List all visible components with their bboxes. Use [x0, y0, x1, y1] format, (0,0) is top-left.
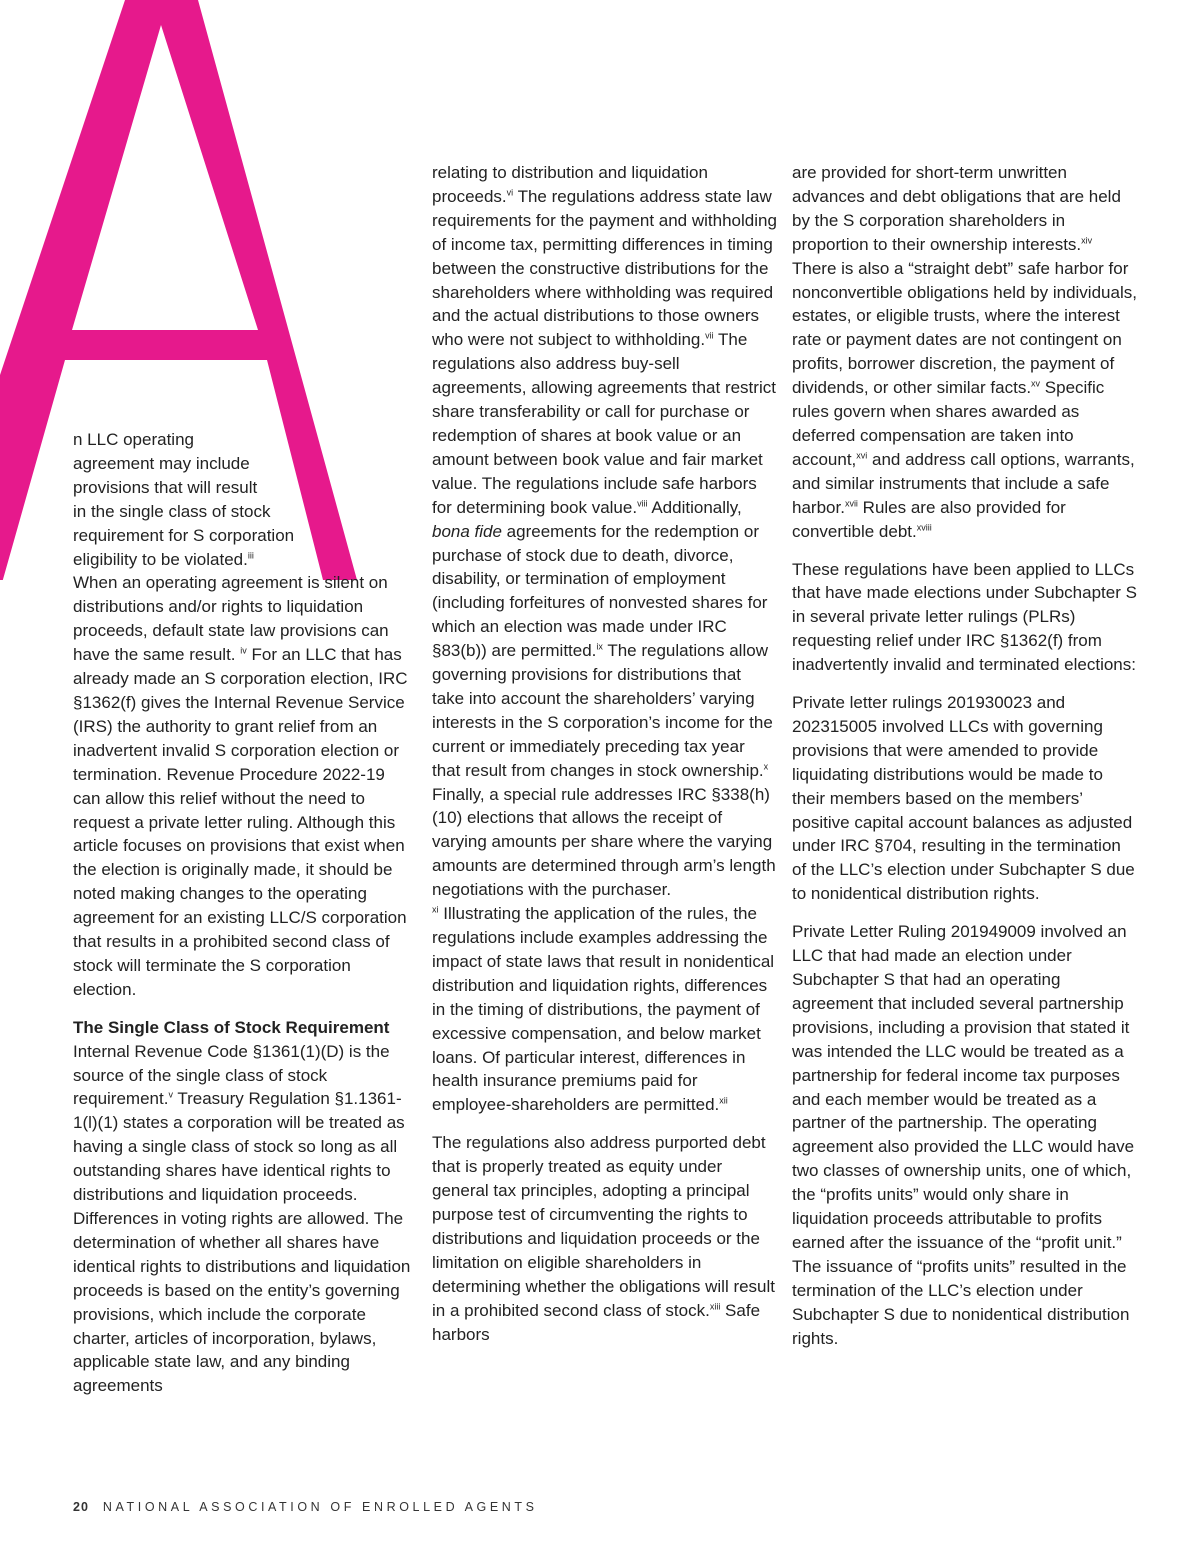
body-text: When an operating agreement is silent on distributions and/or rights to liquidation proceeds, default state law provisions can have the same result.: [73, 573, 389, 665]
intro-line: in the single class of stock: [73, 501, 271, 521]
publication-name: NATIONAL ASSOCIATION OF ENROLLED AGENTS: [102, 1500, 538, 1514]
endnote-ref[interactable]: iii: [247, 549, 254, 560]
endnote-ref[interactable]: xvii: [844, 498, 858, 509]
endnote-ref[interactable]: xv: [1031, 378, 1041, 389]
body-paragraph: [432, 1131, 777, 1346]
body-text: The regulations allow governing provisions for distributions that take into account the shareholders’ varying interests in the S corporation’s income for the current or immediately preceding tax year that result from changes in stock ownership.: [432, 641, 773, 780]
body-text: The regulations address state law requirements for the payment and withholding of income tax, permitting differences in timing between the constructive distributions for the shareholders where withholding was required and the actual distributions to those owners who were not subject to withholding.: [432, 186, 777, 350]
endnote-ref[interactable]: ix: [596, 641, 603, 652]
endnote-ref[interactable]: v: [168, 1089, 173, 1100]
column-3: [792, 161, 1137, 1351]
page-footer: [73, 1500, 538, 1514]
endnote-ref[interactable]: x: [763, 761, 769, 771]
body-text: relating to distribution and liquidation proceeds.: [432, 163, 708, 206]
intro-line: n LLC operating: [73, 430, 194, 449]
page-number: 20: [73, 1500, 89, 1514]
intro-line: provisions that will result: [73, 477, 258, 497]
section-heading: The Single Class of Stock Requirement: [73, 1017, 390, 1037]
body-text: and address call options, warrants, and similar instruments that include a safe harbor.: [792, 449, 1135, 517]
body-paragraph: These regulations have been applied to LLCs that have made elections under Subchapter S in several private letter rulings (PLRs) requesting relief under IRC §1362(f) from inadvertently invalid and terminated elections:: [792, 559, 1137, 675]
intro-paragraph: [73, 428, 413, 1002]
endnote-ref[interactable]: xvi: [856, 450, 868, 461]
body-text: Treasury Regulation §1.1361-1(l)(1) states a corporation will be treated as having a single class of stock so long as all outstanding shares have identical rights to distributions and liquidation proceeds. Differences in voting rights are allowed. The determination of whether all shares have identical rights to distributions and liquidation proceeds is based on the entity’s governing provisions, which include the corporate charter, articles of incorporation, bylaws, applicable state law, and any binding agreements: [73, 1089, 411, 1396]
endnote-ref[interactable]: xiii: [709, 1300, 721, 1311]
body-text: Rules are also provided for convertible debt.: [792, 497, 1066, 541]
body-text: The regulations also address buy-sell agreements, allowing agreements that restrict share transferability or call for purchase or redemption of shares at book value or an amount between book value and fair market value. The regulations include safe harbors for determining book value.: [432, 330, 776, 517]
body-paragraph: Private Letter Ruling 201949009 involved an LLC that had made an election under Subchapter S that had an operating agreement that included several partnership provisions, including a provision that stated it was intended the LLC would be treated as a partnership for federal income tax purposes and each member would be treated as a partner of the partnership. The operating agreement also provided the LLC would have two classes of ownership units, one of which, the “profits units” would only share in liquidation proceeds attributable to profits earned after the issuance of the “profit unit.” The issuance of “profits units” resulted in the termination of the LLC’s election under Subchapter S due to nonidentical distribution rights.: [792, 922, 1135, 1348]
column-1: [73, 428, 413, 1398]
body-text: Safe harbors: [432, 1300, 761, 1344]
body-paragraph: [792, 161, 1137, 544]
intro-line: eligibility to be violated.: [73, 549, 248, 569]
endnote-ref[interactable]: xii: [719, 1095, 728, 1106]
body-text: Specific rules govern when shares awarded as deferred compensation are taken into account,: [792, 378, 1105, 469]
body-paragraph: [73, 1040, 413, 1399]
endnote-ref[interactable]: vii: [705, 330, 714, 341]
emphasis-text: bona fide: [432, 521, 502, 541]
body-text: are provided for short-term unwritten advances and debt obligations that are held by the S corporation shareholders in proportion to their ownership interests.: [792, 163, 1121, 254]
body-text: Additionally,: [647, 497, 742, 517]
intro-line: requirement for S corporation: [73, 525, 295, 545]
body-text: Illustrating the application of the rules, the regulations include examples addressing the impact of state laws that result in nonidentical distribution and liquidation rights, differences in the timing of distributions, the payment of excessive compensation, and below market loans. Of particular interest, differences in health insurance premiums paid for employee-shareholders are permitted.: [432, 904, 775, 1115]
body-text: agreements for the redemption or purchase of stock due to death, divorce, disability, or termination of employment (including forfeitures of nonvested shares for which an election was made under IRC §83(b)) are permitted.: [432, 521, 768, 661]
body-text: Finally, a special rule addresses IRC §338(h)(10) elections that allows the receipt of varying amounts per share where the varying amounts are determined through arm’s length negotiations with the purchaser.: [432, 784, 776, 900]
endnote-ref[interactable]: xi: [432, 904, 439, 915]
endnote-ref[interactable]: vi: [506, 187, 514, 198]
body-text: For an LLC that has already made an S corporation election, IRC §1362(f) gives the Internal Revenue Service (IRS) the authority to grant relief from an inadvertent invalid S corporation election or termination. Revenue Procedure 2022-19 can allow this relief without the need to request a private letter ruling. Although this article focuses on provisions that exist when the election is originally made, it should be noted making changes to the operating agreement for an existing LLC/S corporation that results in a prohibited second class of stock will terminate the S corporation election.: [73, 645, 408, 999]
intro-line: agreement may include: [73, 453, 250, 473]
body-paragraph: Private letter rulings 201930023 and 202315005 involved LLCs with governing provisions that were amended to provide liquidating distributions would be made to their members based on the members’ positive capital account balances as adjusted under IRC §704, resulting in the termination of the LLC’s election under Subchapter S due to nonidentical distribution rights.: [792, 693, 1135, 904]
endnote-ref[interactable]: viii: [637, 498, 648, 509]
body-text: The regulations also address purported debt that is properly treated as equity under general tax principles, adopting a principal purpose test of circumventing the rights to distributions and liquidation proceeds or the limitation on eligible shareholders in determining whether the obligations will result in a prohibited second class of stock.: [432, 1133, 776, 1320]
body-text: There is also a “straight debt” safe harbor for nonconvertible obligations held by individuals, estates, or eligible trusts, where the interest rate or payment dates are not contingent on profits, borrower discretion, the payment of dividends, or other similar facts.: [792, 258, 1137, 398]
body-paragraph: [432, 161, 777, 1117]
column-2: [432, 161, 777, 1346]
endnote-ref[interactable]: xiv: [1081, 235, 1093, 246]
endnote-ref[interactable]: xviii: [916, 521, 932, 532]
body-text: Internal Revenue Code §1361(1)(D) is the source of the single class of stock requirement.: [73, 1041, 390, 1109]
endnote-ref[interactable]: iv: [240, 645, 247, 656]
